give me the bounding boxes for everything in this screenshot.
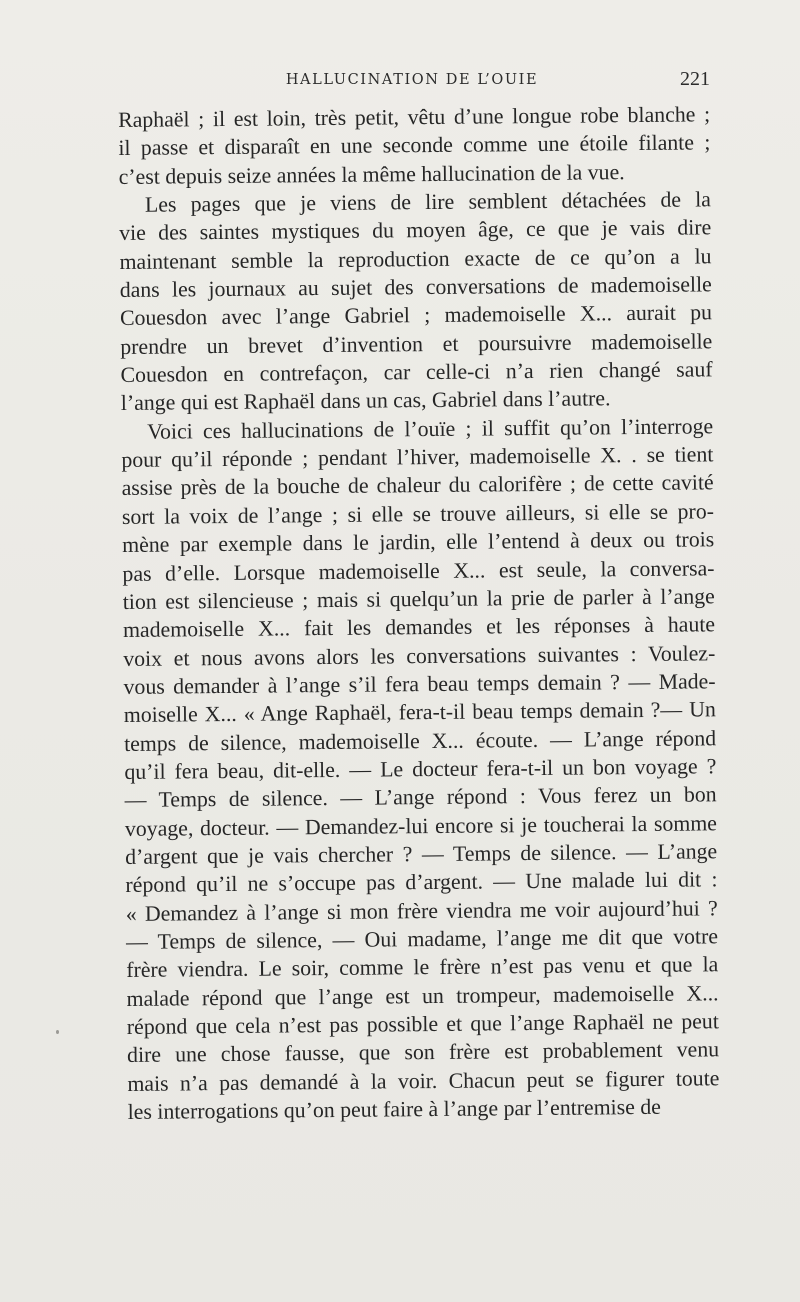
text-line: voix et nous avons alors les conversations suivantes : Voulez-	[123, 640, 716, 671]
page-header	[114, 68, 710, 100]
text-line: d’argent que je vais chercher ? — Temps de silence. — L’ange	[125, 839, 718, 869]
text-line: maintenant semble la reproduction exacte de ce qu’on a lu	[119, 244, 712, 274]
text-line: pas d’elle. Lorsque mademoiselle X... est seule, la conversa-	[122, 555, 715, 586]
paper-speck	[56, 1030, 59, 1034]
running-head: HALLUCINATION DE L’OUIE	[285, 72, 539, 88]
text-line: Couesdon avec l’ange Gabriel ; mademoiselle X... aurait pu	[119, 300, 713, 331]
text-line: mademoiselle X... fait les demandes et les réponses à haute	[122, 612, 716, 643]
text-line: prendre un brevet d’invention et poursuivre mademoiselle	[120, 329, 713, 359]
text-line: moiselle X... « Ange Raphaël, fera-t-il beau temps demain ?— Un	[123, 697, 716, 728]
text-line: — Temps de silence. — L’ange répond : Vous ferez un bon	[124, 782, 717, 813]
text-line: voyage, docteur. — Demandez-lui encore si je toucherai la somme	[124, 810, 718, 841]
body-text	[118, 100, 720, 1126]
text-line: mais n’a pas demandé à la voir. Chacun peut se figurer toute	[127, 1065, 720, 1096]
text-line: assise près de la bouche de chaleur du calorifère ; de cette cavité	[121, 470, 714, 501]
text-line: sort la voix de l’ange ; si elle se trouve ailleurs, si elle se pro-	[121, 499, 715, 529]
text-line: malade répond que l’ange est un trompeur, mademoiselle X...	[126, 980, 719, 1011]
text-line: répond qu’il ne s’occupe pas d’argent. — Une malade lui dit :	[125, 867, 718, 898]
text-line: vous demander à l’ange s’il fera beau temps demain ? — Made-	[123, 669, 716, 699]
text-line: Couesdon en contrefaçon, car celle-ci n’a rien changé sauf	[120, 357, 713, 388]
page-number: 221	[680, 68, 710, 90]
text-line: les interrogations qu’on peut faire à l’ange par l’entremise de	[127, 1094, 661, 1124]
text-line: vie des saintes mystiques du moyen âge, ce que je vais dire	[119, 215, 712, 246]
text-line: Les pages que je viens de lire semblent détachées de la	[144, 187, 712, 217]
text-line: mène par exemple dans le jardin, elle l’entend à deux ou trois	[122, 527, 715, 558]
text-line: Voici ces hallucinations de l’ouïe ; il suffit qu’on l’interroge	[147, 414, 714, 444]
text-line: frère viendra. Le soir, comme le frère n’est pas venu et que la	[126, 952, 719, 983]
text-line: temps de silence, mademoiselle X... écoute. — L’ange répond	[124, 725, 717, 756]
text-line: qu’il fera beau, dit-elle. — Le docteur fera-t-il un bon voyage ?	[124, 754, 717, 784]
text-line: « Demandez à l’ange si mon frère viendra me voir aujourd’hui ?	[125, 895, 718, 926]
text-line: il passe et disparaît en une seconde comme une étoile filante ;	[118, 130, 711, 161]
text-line: — Temps de silence, — Oui madame, l’ange me dit que votre	[125, 924, 719, 954]
text-line: l’ange qui est Raphaël dans un cas, Gabriel dans l’autre.	[120, 386, 611, 416]
text-line: c’est depuis seize années la même hallucination de la vue.	[118, 159, 625, 189]
text-line: tion est silencieuse ; mais si quelqu’un la prie de parler à l’ange	[122, 584, 715, 614]
text-line: dans les journaux au sujet des conversations de mademoiselle	[119, 272, 712, 303]
text-line: pour qu’il réponde ; pendant l’hiver, mademoiselle X. . se tient	[121, 442, 714, 473]
text-line: Raphaël ; il est loin, très petit, vêtu d’une longue robe blanche ;	[118, 102, 711, 132]
text-line: répond que cela n’est pas possible et que l’ange Raphaël ne peut	[126, 1009, 719, 1039]
text-line: dire une chose fausse, que son frère est probablement venu	[126, 1037, 720, 1068]
